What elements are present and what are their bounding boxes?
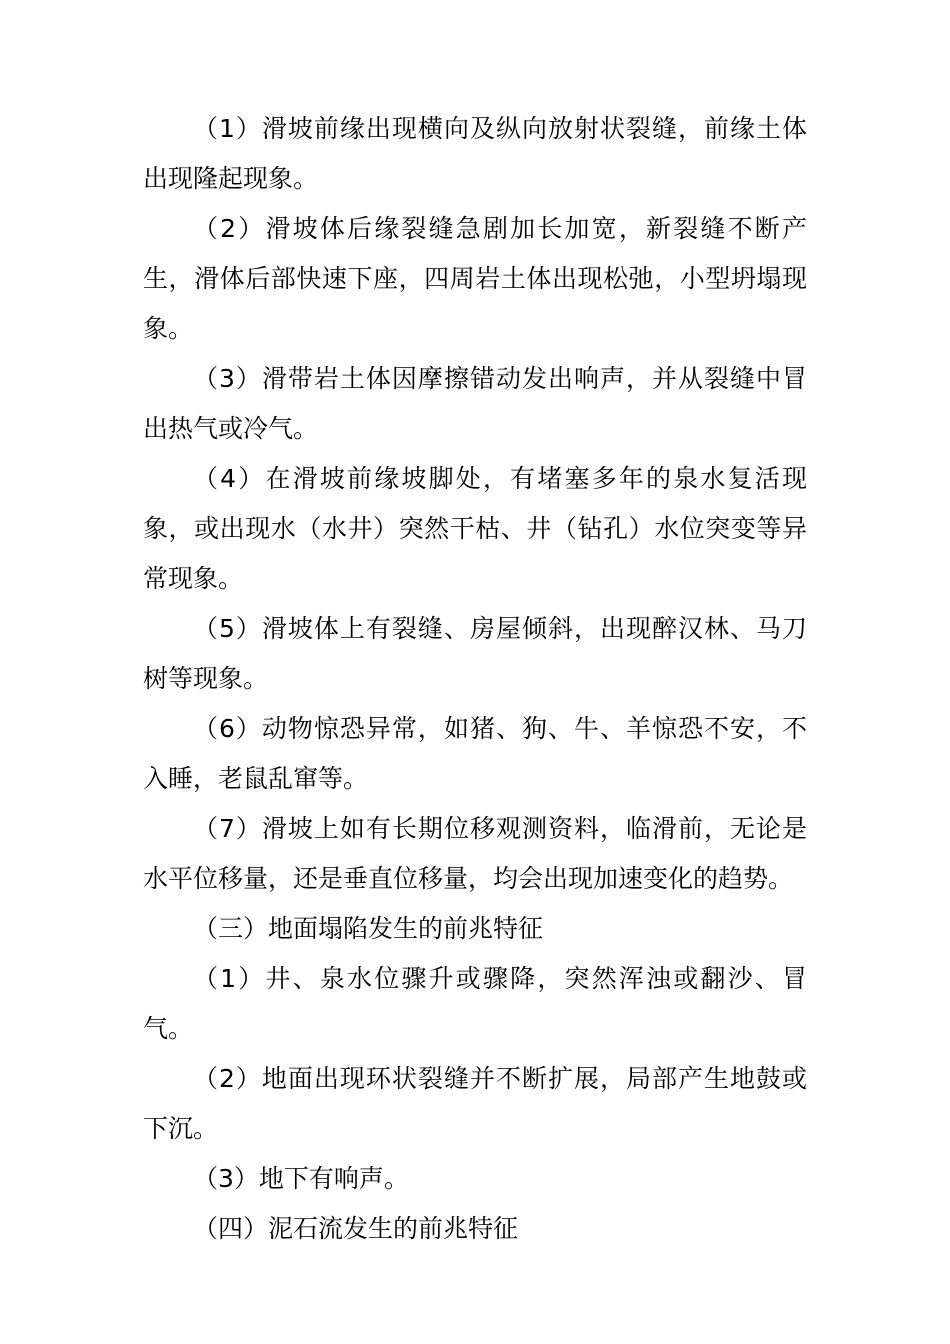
paragraph-landslide-5: （5）滑坡体上有裂缝、房屋倾斜，出现醉汉林、马刀树等现象。 [143,614,807,693]
paragraph-landslide-6: （6）动物惊恐异常，如猪、狗、牛、羊惊恐不安，不入睡，老鼠乱窜等。 [143,714,807,793]
document-body [143,104,807,1254]
paragraph-collapse-2: （2）地面出现环状裂缝并不断扩展，局部产生地鼓或下沉。 [143,1064,807,1143]
paragraph-landslide-2: （2）滑坡体后缘裂缝急剧加长加宽，新裂缝不断产生，滑体后部快速下座，四周岩土体出现松弛，小型坍塌现象。 [143,214,807,343]
paragraph-landslide-3: （3）滑带岩土体因摩擦错动发出响声，并从裂缝中冒出热气或冷气。 [143,364,807,443]
paragraph-landslide-4: （4）在滑坡前缘坡脚处，有堵塞多年的泉水复活现象，或出现水（水井）突然干枯、井（钻孔）水位突变等异常现象。 [143,464,807,593]
section-heading-ground-collapse: （三）地面塌陷发生的前兆特征 [193,914,544,943]
paragraph-landslide-1: （1）滑坡前缘出现横向及纵向放射状裂缝，前缘土体出现隆起现象。 [143,114,807,193]
paragraph-collapse-1: （1）井、泉水位骤升或骤降，突然浑浊或翻沙、冒气。 [143,964,807,1043]
section-heading-debris-flow: （四）泥石流发生的前兆特征 [193,1214,519,1243]
paragraph-collapse-3: （3）地下有响声。 [193,1164,409,1193]
paragraph-landslide-7: （7）滑坡上如有长期位移观测资料，临滑前，无论是水平位移量，还是垂直位移量，均会出现加速变化的趋势。 [143,814,807,893]
